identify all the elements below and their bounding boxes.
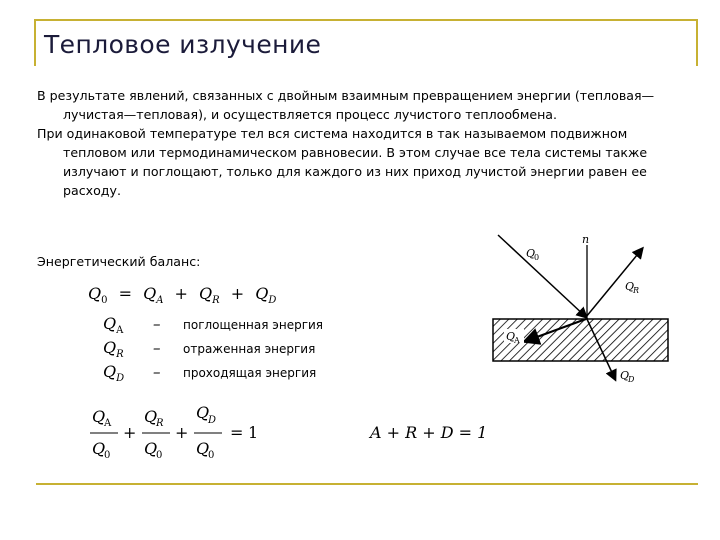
def-sym: Q (103, 314, 117, 333)
frac-1-den: Q (92, 439, 106, 458)
def-text: проходящая энергия (183, 366, 317, 380)
absorbed-label: Q (506, 330, 516, 343)
def-dash: – (153, 315, 161, 333)
radiation-diagram (490, 227, 670, 392)
paragraph-2: При одинаковой температуре тел вся система находится в так называемом подвижном тепловом или термодинамическом равновесии. В этом случае все тела системы также излучают и поглощают, только для каждого из них приход лучистой энергии равен ее расходу. (37, 126, 648, 198)
frame-left-line (34, 19, 36, 66)
energy-balance-equation (88, 284, 276, 306)
eq-term-d-sub: D (268, 295, 277, 307)
incident-label-sub: 0 (534, 253, 540, 262)
frac-2-num: Q (144, 407, 158, 426)
frame-top-line (34, 19, 698, 21)
reflected-label-sub: R (633, 286, 640, 295)
frac-equals: = (230, 423, 244, 442)
transmitted-label: Q (620, 369, 630, 382)
eq-term-a: Q (143, 284, 157, 303)
eq-term-r-sub: R (212, 295, 220, 307)
balance-label: Энергетический баланс: (37, 254, 201, 269)
eq-lhs: Q (88, 284, 102, 303)
eq-term-d: Q (255, 284, 269, 303)
incident-label: Q (526, 247, 536, 260)
frac-1-num: Q (92, 407, 106, 426)
fraction-equation (90, 402, 280, 466)
frac-2-den: Q (144, 439, 158, 458)
body-text (37, 86, 667, 200)
eq-term-a-sub: A (156, 295, 164, 307)
frac-plus-1: + (123, 423, 137, 442)
transmitted-label-sub: D (628, 375, 635, 384)
absorbed-label-sub: A (514, 336, 520, 345)
def-sub: R (116, 349, 124, 361)
frame-bottom-line (36, 483, 698, 485)
def-text: отраженная энергия (183, 342, 316, 356)
definition-reflected (103, 338, 315, 360)
def-dash: – (153, 339, 161, 357)
reflected-label: Q (625, 280, 635, 293)
frac-3-num: Q (196, 403, 210, 422)
frac-3-num-sub: D (208, 415, 217, 426)
frac-1-num-sub: A (104, 418, 112, 429)
frac-1-den-sub: 0 (104, 450, 111, 461)
frac-2-num-sub: R (156, 418, 164, 429)
frac-3-den-sub: 0 (208, 450, 215, 461)
frac-3-den: Q (196, 439, 210, 458)
normal-label: n (582, 233, 590, 246)
def-text: поглощенная энергия (183, 318, 324, 332)
sum-equation: A + R + D = 1 (370, 423, 488, 442)
def-sym: Q (103, 362, 117, 381)
paragraph-1: В результате явлений, связанных с двойным взаимным превращением энергии (тепловая—лучистая—тепловая), и осуществляется процесс лучистого теплообмена. (37, 88, 655, 122)
eq-lhs-sub: 0 (101, 295, 108, 307)
page-title: Тепловое излучение (44, 30, 322, 59)
eq-plus-1: + (174, 284, 188, 303)
definition-absorbed (103, 314, 323, 336)
eq-equals: = (118, 284, 132, 303)
eq-term-r: Q (199, 284, 213, 303)
definition-transmitted (103, 362, 316, 384)
def-sym: Q (103, 338, 117, 357)
def-sub: A (116, 325, 124, 337)
def-dash: – (153, 363, 161, 381)
def-sub: D (116, 373, 125, 385)
frac-2-den-sub: 0 (156, 450, 163, 461)
frac-rhs: 1 (248, 423, 259, 442)
frame-right-line (696, 19, 698, 66)
frac-plus-2: + (175, 423, 189, 442)
incident-ray (498, 235, 586, 317)
eq-plus-2: + (230, 284, 245, 303)
